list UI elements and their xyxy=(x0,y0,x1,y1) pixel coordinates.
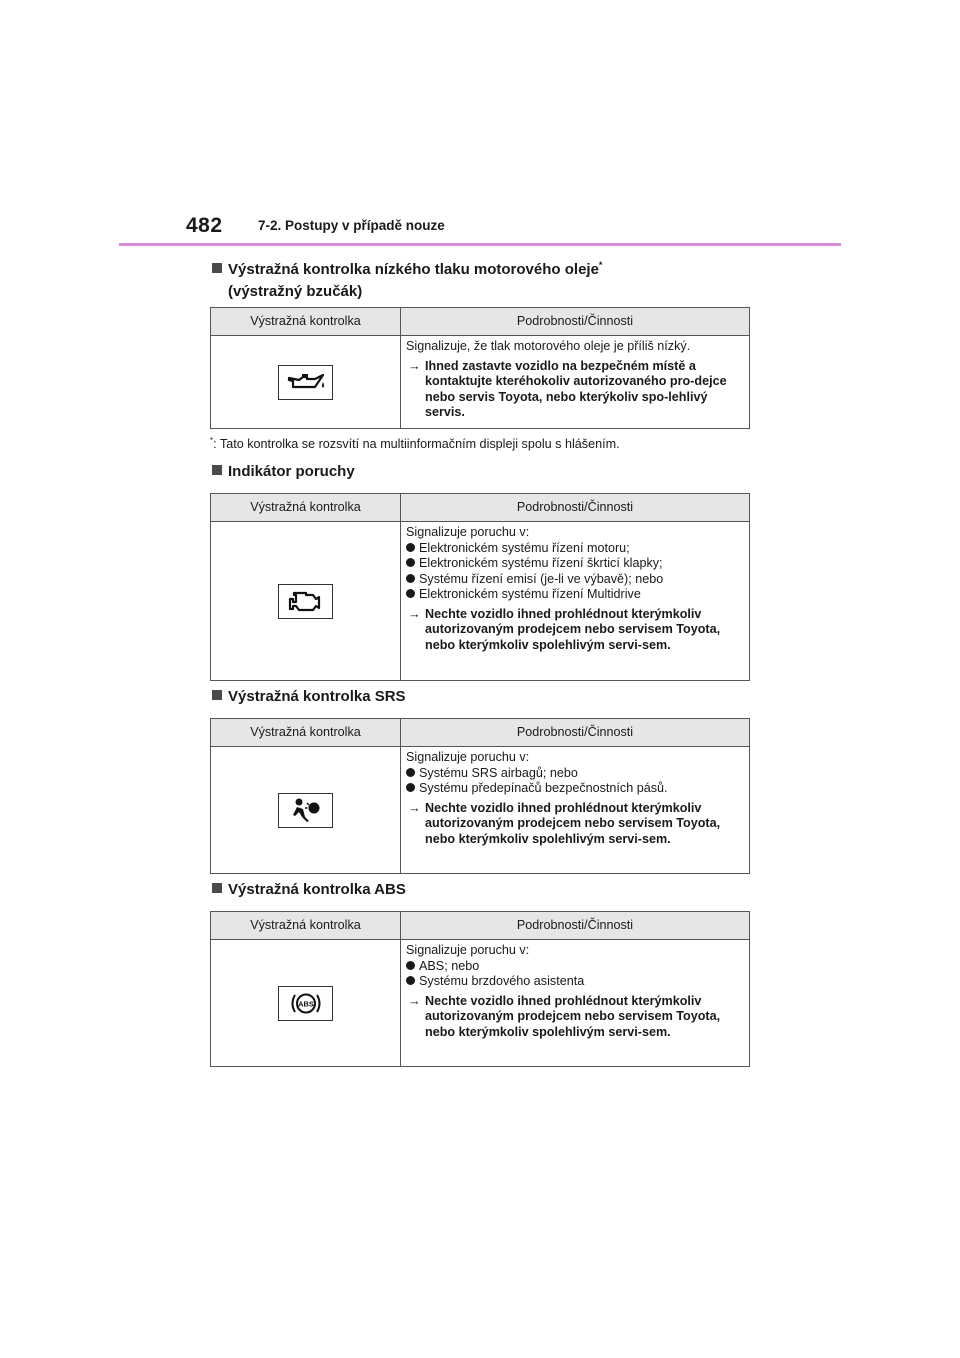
section-bullet-square xyxy=(212,883,222,893)
action-instruction xyxy=(406,359,745,421)
column-header-light: Výstražná kontrolka xyxy=(211,912,401,940)
list-item-text: ABS; nebo xyxy=(419,958,480,973)
column-header-details: Podrobnosti/Činnosti xyxy=(401,308,750,336)
description-cell xyxy=(401,747,750,874)
arrow-icon: → xyxy=(408,993,421,1008)
action-text: Ihned zastavte vozidlo na bezpečném místě a kontaktujte kteréhokoliv autorizovaného pro-dejce nebo servis Toyota, nebo kterýkoliv spo-lehlivý servis. xyxy=(425,358,727,419)
action-instruction xyxy=(406,607,745,654)
chapter-title: 7-2. Postupy v případě nouze xyxy=(258,218,445,233)
abs-icon-label: ABS xyxy=(298,999,314,1008)
section-heading-malfunction-indicator xyxy=(212,461,355,483)
list-item xyxy=(406,959,745,975)
section-heading-text: Výstražná kontrolka SRS xyxy=(228,688,406,705)
bullet-dot xyxy=(406,961,415,970)
list-item xyxy=(406,587,745,603)
list-item-text: Systému brzdového asistenta xyxy=(419,974,585,988)
section-heading-text: Výstražná kontrolka nízkého tlaku motorového oleje xyxy=(228,261,599,278)
check-engine-icon xyxy=(278,584,333,619)
srs-airbag-icon xyxy=(278,793,333,828)
description-intro: Signalizuje, že tlak motorového oleje je příliš nízký. xyxy=(406,339,691,353)
warning-table-malfunction-indicator xyxy=(210,493,750,681)
bullet-dot xyxy=(406,574,415,583)
icon-cell xyxy=(211,336,401,429)
arrow-icon: → xyxy=(408,358,421,373)
table-header-row xyxy=(211,494,750,522)
section-heading-subline: (výstražný bzučák) xyxy=(228,283,363,300)
page-number: 482 xyxy=(186,214,223,237)
section-bullet-square xyxy=(212,465,222,475)
list-item-text: Elektronickém systému řízení motoru; xyxy=(419,540,630,555)
column-header-light: Výstražná kontrolka xyxy=(211,719,401,747)
description-intro: Signalizuje poruchu v: xyxy=(406,750,530,764)
bullet-dot xyxy=(406,783,415,792)
action-instruction xyxy=(406,801,745,848)
bullet-dot xyxy=(406,543,415,552)
description-intro: Signalizuje poruchu v: xyxy=(406,943,530,957)
list-item-text: Systému SRS airbagů; nebo xyxy=(419,765,578,780)
abs-icon xyxy=(278,986,333,1021)
section-heading-srs xyxy=(212,686,406,708)
footnote-mark: * xyxy=(598,260,603,270)
arrow-icon: → xyxy=(408,606,421,621)
arrow-icon: → xyxy=(408,800,421,815)
bullet-dot xyxy=(406,558,415,567)
oil-pressure-icon xyxy=(278,365,333,400)
bullet-dot xyxy=(406,768,415,777)
section-heading-oil-pressure xyxy=(212,254,602,303)
action-text: Nechte vozidlo ihned prohlédnout kterýmkoliv autorizovaným prodejcem nebo servisem Toyota, nebo kterýmkoliv spolehlivým servi-sem. xyxy=(425,606,721,652)
list-item-text: Systému předepínačů bezpečnostních pásů. xyxy=(419,781,668,795)
list-item-text: Elektronickém systému řízení škrticí klapky; xyxy=(419,556,663,570)
column-header-details: Podrobnosti/Činnosti xyxy=(401,719,750,747)
column-header-details: Podrobnosti/Činnosti xyxy=(401,494,750,522)
table-row xyxy=(211,336,750,429)
footnote-text: : Tato kontrolka se rozsvítí na multiinformačním displeji spolu s hlášením. xyxy=(213,437,620,452)
table-header-row xyxy=(211,719,750,747)
action-text: Nechte vozidlo ihned prohlédnout kterýmkoliv autorizovaným prodejcem nebo servisem Toyota, nebo kterýmkoliv spolehlivým servi-sem. xyxy=(425,993,721,1039)
description-cell xyxy=(401,522,750,681)
section-heading-text: Výstražná kontrolka ABS xyxy=(228,881,406,898)
list-item xyxy=(406,766,745,782)
table-header-row xyxy=(211,912,750,940)
list-item xyxy=(406,572,745,588)
list-item xyxy=(406,541,745,557)
action-instruction xyxy=(406,994,745,1041)
icon-cell xyxy=(211,522,401,681)
column-header-light: Výstražná kontrolka xyxy=(211,308,401,336)
description-cell xyxy=(401,940,750,1067)
bullet-dot xyxy=(406,589,415,598)
table-row xyxy=(211,522,750,681)
list-item xyxy=(406,556,745,572)
list-item-text: Systému řízení emisí (je-li ve výbavě); nebo xyxy=(419,571,664,586)
footnote-mark: * xyxy=(210,436,214,445)
column-header-light: Výstražná kontrolka xyxy=(211,494,401,522)
table-row xyxy=(211,747,750,874)
table-header-row xyxy=(211,308,750,336)
header-rule xyxy=(119,243,841,246)
list-item xyxy=(406,974,745,990)
description-cell xyxy=(401,336,750,429)
bullet-dot xyxy=(406,976,415,985)
table-row xyxy=(211,940,750,1067)
action-text: Nechte vozidlo ihned prohlédnout kterýmkoliv autorizovaným prodejcem nebo servisem Toyota, nebo kterýmkoliv spolehlivým servi-sem. xyxy=(425,800,721,846)
column-header-details: Podrobnosti/Činnosti xyxy=(401,912,750,940)
section-bullet-square xyxy=(212,690,222,700)
warning-table-abs xyxy=(210,911,750,1067)
list-item xyxy=(406,781,745,797)
section-heading-text: Indikátor poruchy xyxy=(228,463,355,480)
section-bullet-square xyxy=(212,263,222,273)
icon-cell xyxy=(211,747,401,874)
list-item-text: Elektronickém systému řízení Multidrive xyxy=(419,587,641,601)
warning-table-oil-pressure xyxy=(210,307,750,429)
icon-cell xyxy=(211,940,401,1067)
warning-table-srs xyxy=(210,718,750,874)
footnote xyxy=(210,436,620,451)
page-header xyxy=(0,0,960,250)
section-heading-abs xyxy=(212,879,406,901)
description-intro: Signalizuje poruchu v: xyxy=(406,525,530,539)
